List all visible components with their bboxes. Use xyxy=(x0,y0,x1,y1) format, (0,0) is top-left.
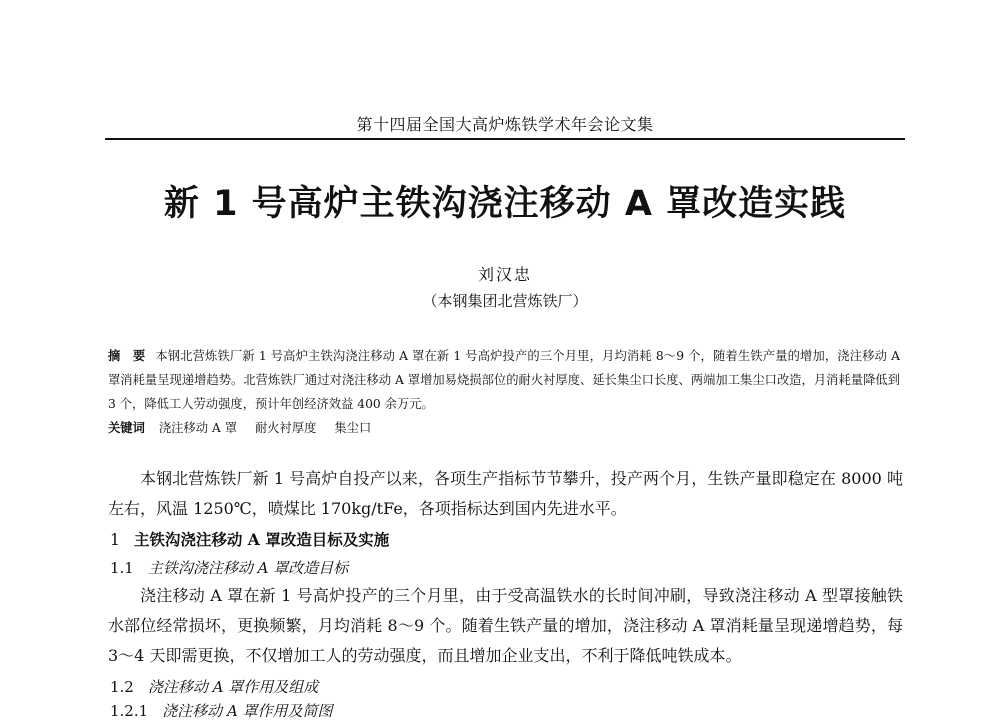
abstract-text: 本钢北营炼铁厂新 1 号高炉主铁沟浇注移动 A 罩在新 1 号高炉投产的三个月里，月均消耗 8～9 个，随着生铁产量的增加，浇注移动 A 罩消耗量呈现递增趋势。北营炼铁厂通过对浇注移动 A 罩增加易烧损部位的耐火衬厚度、延长集尘口长度、两端加工集尘口改造，月消耗量降低到 3 个，降低工人劳动强度，预计年创经济效益 400 余万元。 xyxy=(108,349,900,411)
subsection-heading xyxy=(110,557,348,578)
keywords xyxy=(108,418,900,436)
subsubsection-title: 浇注移动 A 罩作用及简图 xyxy=(162,702,333,720)
subsection-number: 1.1 xyxy=(110,559,134,577)
header-rule xyxy=(105,138,905,140)
subsection-number: 1.2 xyxy=(110,678,134,696)
subsection-heading xyxy=(110,676,318,697)
section-number: 1 xyxy=(110,531,120,549)
running-header: 第十四届全国大高炉炼铁学术年会论文集 xyxy=(356,115,654,134)
subsection-title: 浇注移动 A 罩作用及组成 xyxy=(147,678,319,696)
keyword: 集尘口 xyxy=(334,421,372,435)
abstract-label: 摘 要 xyxy=(108,348,146,363)
paper-title: 新 1 号高炉主铁沟浇注移动 A 罩改造实践 xyxy=(163,184,847,224)
keyword: 耐火衬厚度 xyxy=(254,421,317,435)
intro-paragraph: 本钢北营炼铁厂新 1 号高炉自投产以来，各项生产指标节节攀升，投产两个月，生铁产量即稳定在 8000 吨左右，风温 1250℃，喷煤比 170kg/tFe，各项指标达到国内先进水平。 xyxy=(108,469,903,518)
subsubsection-number: 1.2.1 xyxy=(110,702,149,720)
affiliation: （本钢集团北营炼铁厂） xyxy=(422,292,588,310)
keywords-label: 关键词 xyxy=(108,420,145,435)
section-title: 主铁沟浇注移动 A 罩改造目标及实施 xyxy=(133,530,390,549)
subsection-title: 主铁沟浇注移动 A 罩改造目标 xyxy=(147,559,349,577)
keyword: 浇注移动 A 罩 xyxy=(158,421,238,435)
author: 刘汉忠 xyxy=(477,265,532,284)
body-paragraph: 浇注移动 A 罩在新 1 号高炉投产的三个月里，由于受高温铁水的长时间冲刷，导致浇注移动 A 型罩接触铁水部位经常损坏，更换频繁，月均消耗 8～9 个。随着生铁产量的增加，浇注移动 A 罩消耗量呈现递增趋势，每 3～4 天即需更换，不仅增加工人的劳动强度，而且增加企业支出，不利于降低吨铁成本。 xyxy=(108,586,903,665)
abstract xyxy=(108,344,900,416)
section-heading xyxy=(110,528,389,550)
